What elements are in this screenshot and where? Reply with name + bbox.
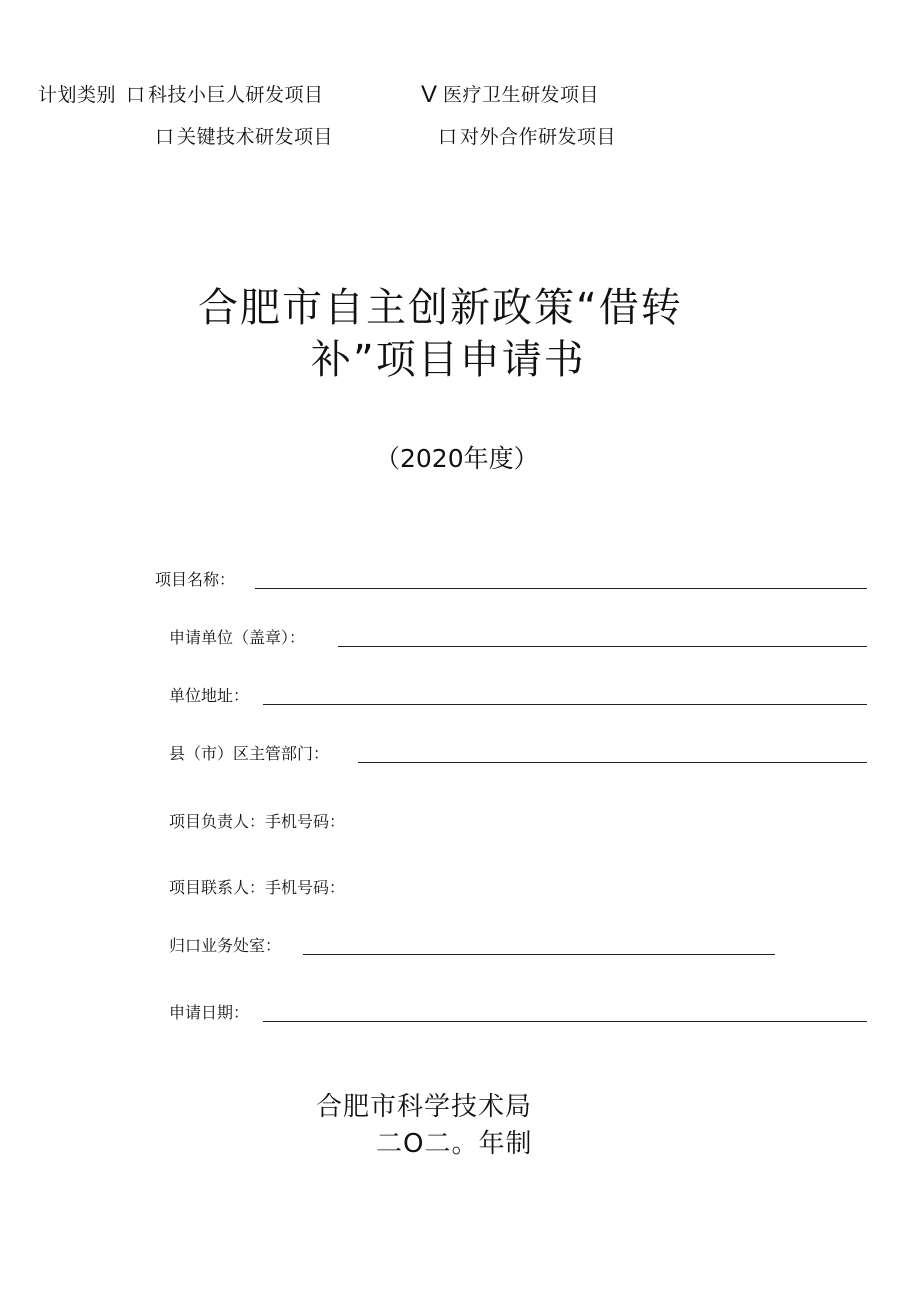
field-label-applicant-unit: 申请单位（盖章）：	[169, 628, 306, 647]
checkbox-mark-tech-giant[interactable]: 口	[126, 84, 146, 106]
field-label-project-leader[interactable]: 项目负责人：手机号码：	[169, 812, 346, 831]
field-label-business-office: 归口业务处室：	[169, 936, 282, 955]
checkbox-mark-external[interactable]: 口	[438, 126, 458, 148]
option-external: 对外合作研发项目	[460, 126, 617, 148]
field-label-unit-address: 单位地址：	[169, 686, 250, 705]
application-date-field[interactable]	[263, 1021, 867, 1022]
field-label-district-dept: 县（市）区主管部门：	[169, 744, 330, 763]
issue-date: 二O二。年制	[376, 1129, 533, 1159]
year-subtitle: （2020年度）	[375, 444, 539, 473]
district-dept-field[interactable]	[358, 762, 867, 763]
option-medical: 医疗卫生研发项目	[443, 84, 600, 106]
unit-address-field[interactable]	[263, 704, 867, 705]
project-name-field[interactable]	[255, 588, 867, 589]
field-label-application-date: 申请日期：	[169, 1003, 250, 1022]
issuing-authority: 合肥市科学技术局	[316, 1092, 533, 1122]
plan-category-label: 计划类别	[38, 84, 117, 106]
checkbox-mark-key-tech[interactable]: 口	[155, 126, 175, 148]
document-title-line2: 补”项目申请书	[311, 337, 586, 383]
business-office-field[interactable]	[303, 954, 775, 955]
option-key-tech: 关键技术研发项目	[177, 126, 334, 148]
applicant-unit-field[interactable]	[338, 646, 867, 647]
document-title-line1: 合肥市自主创新政策“借转	[198, 285, 683, 331]
checkbox-mark-medical[interactable]: V	[421, 81, 438, 108]
option-tech-giant: 科技小巨人研发项目	[148, 84, 324, 106]
field-label-project-contact[interactable]: 项目联系人：手机号码：	[169, 878, 346, 897]
field-label-project-name: 项目名称：	[155, 570, 236, 589]
